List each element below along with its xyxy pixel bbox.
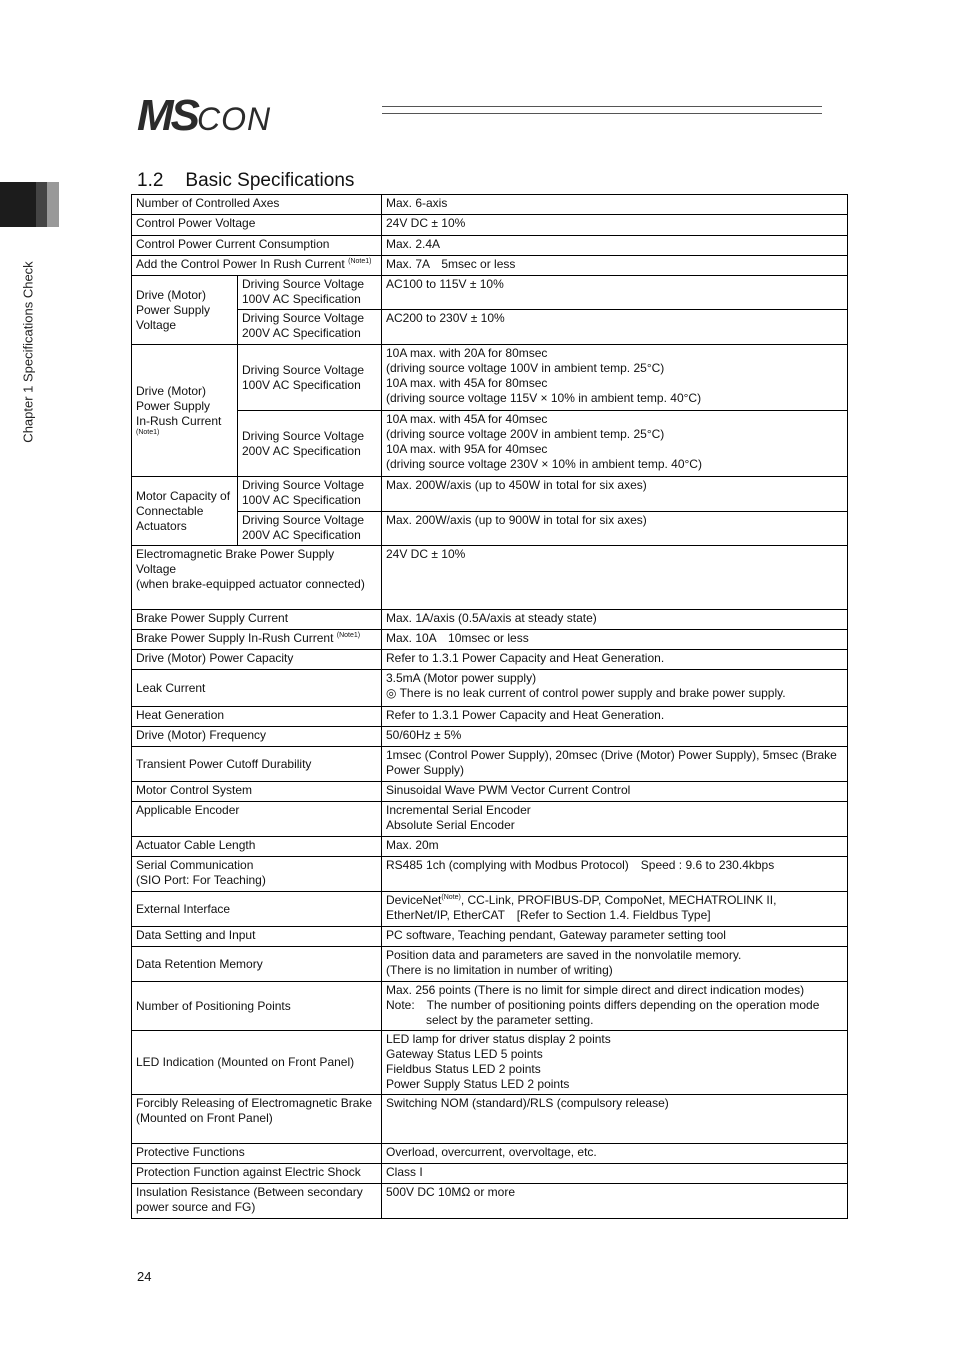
table-row [132, 1164, 848, 1184]
value-line: Note: The number of positioning points differs depending on the operation mode [386, 998, 820, 1012]
spec-label: Control Power Current Consumption [132, 236, 382, 256]
spec-group-label [132, 477, 238, 546]
value-line: Absolute Serial Encoder [386, 818, 515, 832]
table-row [132, 782, 848, 802]
table-row [132, 236, 848, 256]
spec-label: Transient Power Cutoff Durability [132, 747, 382, 782]
spec-value: 1msec (Control Power Supply), 20msec (Drive (Motor) Power Supply), 5msec (Brake Power Supply) [382, 747, 848, 782]
value-line: 3.5mA (Motor power supply) [386, 671, 537, 685]
spec-value: Max. 2.4A [382, 236, 848, 256]
table-row [132, 947, 848, 982]
value-line: 10A max. with 20A for 80msec [386, 346, 548, 360]
spec-value [382, 892, 848, 927]
spec-label [132, 1095, 382, 1144]
table-row [132, 630, 848, 650]
value-line: 10A max. with 45A for 80msec [386, 376, 548, 390]
value-line: ◎ There is no leak current of control power supply and brake power supply. [386, 686, 786, 700]
spec-label: Data Retention Memory [132, 947, 382, 982]
spec-value [382, 1031, 848, 1095]
table-row [132, 1144, 848, 1164]
chapter-label: Chapter 1 Specifications Check [20, 261, 36, 443]
table-row [132, 747, 848, 782]
label-line: (Mounted on Front Panel) [136, 1111, 273, 1125]
spec-value: 50/60Hz ± 5% [382, 727, 848, 747]
section-title-text: Basic Specifications [185, 170, 355, 191]
spec-label: Actuator Cable Length [132, 837, 382, 857]
table-row [132, 610, 848, 630]
table-row [132, 857, 848, 892]
table-row [132, 546, 848, 610]
label-line: In-Rush Current [136, 414, 222, 428]
label-line: Voltage [136, 317, 177, 332]
value-line: (driving source voltage 200V in ambient temp. 25°C) [386, 427, 665, 441]
value-text: DeviceNet [386, 893, 442, 907]
spec-value: Max. 200W/axis (up to 450W in total for six axes) [382, 477, 848, 512]
note-marker: (Note1) [348, 258, 372, 265]
logo-con: CON [197, 101, 272, 137]
spec-label: LED Indication (Mounted on Front Panel) [132, 1031, 382, 1095]
spec-value: Overload, overcurrent, overvoltage, etc. [382, 1144, 848, 1164]
spec-value: Max. 7A 5msec or less [382, 256, 848, 276]
value-line: Power Supply Status LED 2 points [386, 1077, 570, 1091]
label-line: Drive (Motor) [136, 384, 207, 398]
spec-value: Class I [382, 1164, 848, 1184]
spec-label-text: Brake Power Supply In-Rush Current [136, 631, 334, 645]
spec-label: Protective Functions [132, 1144, 382, 1164]
value-line: LED lamp for driver status display 2 points [386, 1032, 611, 1046]
spec-sublabel: Driving Source Voltage 100V AC Specification [238, 345, 382, 411]
spec-table [131, 194, 848, 1219]
table-row [132, 411, 848, 477]
table-row [132, 1095, 848, 1144]
table-row [132, 215, 848, 236]
label-line: Power Supply [136, 399, 211, 413]
label-line: (SIO Port: For Teaching) [136, 873, 266, 887]
spec-sublabel: Driving Source Voltage 200V AC Specification [238, 512, 382, 546]
table-row [132, 802, 848, 837]
table-row [132, 837, 848, 857]
table-row [132, 650, 848, 670]
value-line: (There is no limitation in number of writing) [386, 963, 613, 977]
spec-sublabel: Driving Source Voltage 200V AC Specification [238, 310, 382, 345]
value-line: (driving source voltage 230V × 10% in ambient temp. 40°C) [386, 457, 702, 471]
label-line: Drive (Motor) [136, 287, 207, 302]
value-line: Max. 256 points (There is no limit for simple direct and direct indication modes) [386, 983, 805, 997]
table-row [132, 276, 848, 310]
spec-sublabel: Driving Source Voltage 200V AC Specification [238, 411, 382, 477]
spec-value [382, 345, 848, 411]
label-line: Connectable [136, 503, 204, 518]
value-line: 10A max. with 95A for 40msec [386, 442, 548, 456]
spec-label: Drive (Motor) Power Capacity [132, 650, 382, 670]
value-line: select by the parameter setting. [426, 1013, 594, 1027]
spec-value: Max. 6-axis [382, 195, 848, 215]
logo-ms: MS [137, 91, 197, 140]
value-line: Fieldbus Status LED 2 points [386, 1062, 541, 1076]
table-row [132, 477, 848, 512]
table-row [132, 1031, 848, 1095]
spec-label: Leak Current [132, 670, 382, 707]
spec-value: AC200 to 230V ± 10% [382, 310, 848, 345]
spec-value: Max. 1A/axis (0.5A/axis at steady state) [382, 610, 848, 630]
chapter-tab-light [47, 182, 59, 227]
spec-value: 24V DC ± 10% [382, 215, 848, 236]
chapter-tab-mid [36, 182, 47, 227]
spec-label: Motor Control System [132, 782, 382, 802]
table-row [132, 727, 848, 747]
label-line: Forcibly Releasing of Electromagnetic Brake [136, 1096, 373, 1110]
spec-label: Number of Controlled Axes [132, 195, 382, 215]
spec-sublabel: Driving Source Voltage 100V AC Specification [238, 477, 382, 512]
note-marker: (Note) [441, 894, 461, 901]
table-row [132, 195, 848, 215]
label-line: Power Supply [136, 302, 211, 317]
spec-group-label [132, 345, 238, 477]
spec-label: Heat Generation [132, 707, 382, 727]
value-line: EtherNet/IP, EtherCAT [Refer to Section 1.4. Fieldbus Type] [386, 908, 711, 922]
value-line: Position data and parameters are saved in the nonvolatile memory. [386, 948, 742, 962]
label-line: Motor Capacity of [136, 488, 231, 503]
label-line: Electromagnetic Brake Power Supply Voltage [136, 547, 335, 576]
header-rule-bottom [382, 113, 822, 114]
spec-value: 24V DC ± 10% [382, 546, 848, 610]
spec-value: Max. 10A 10msec or less [382, 630, 848, 650]
chapter-tab [0, 182, 36, 227]
table-row [132, 927, 848, 947]
table-row [132, 707, 848, 727]
spec-label: Control Power Voltage [132, 215, 382, 236]
label-line: Serial Communication [136, 858, 254, 872]
spec-label [132, 256, 382, 276]
value-line: Gateway Status LED 5 points [386, 1047, 543, 1061]
table-row [132, 345, 848, 411]
value-text: , CC-Link, PROFIBUS-DP, CompoNet, MECHATROLINK II, [460, 893, 777, 907]
value-line: 10A max. with 45A for 40msec [386, 412, 548, 426]
spec-value: Sinusoidal Wave PWM Vector Current Control [382, 782, 848, 802]
spec-label [132, 630, 382, 650]
table-row [132, 670, 848, 707]
page-number: 24 [137, 1269, 152, 1284]
value-line: (driving source voltage 100V in ambient temp. 25°C) [386, 361, 665, 375]
spec-value: Max. 200W/axis (up to 900W in total for six axes) [382, 512, 848, 546]
value-line [386, 893, 843, 908]
spec-value [382, 947, 848, 982]
section-number: 1.2 [137, 170, 164, 191]
table-row [132, 256, 848, 276]
spec-label: Protection Function against Electric Shock [132, 1164, 382, 1184]
spec-value: Switching NOM (standard)/RLS (compulsory release) [382, 1095, 848, 1144]
table-row [132, 982, 848, 1031]
spec-label: Drive (Motor) Frequency [132, 727, 382, 747]
spec-value: PC software, Teaching pendant, Gateway parameter setting tool [382, 927, 848, 947]
spec-label: Data Setting and Input [132, 927, 382, 947]
table-row [132, 310, 848, 345]
spec-sublabel: Driving Source Voltage 100V AC Specification [238, 276, 382, 310]
spec-value [382, 411, 848, 477]
section-title [137, 170, 354, 192]
label-line: Actuators [136, 518, 187, 533]
note-marker: (Note1) [136, 429, 160, 436]
spec-value: Max. 20m [382, 837, 848, 857]
spec-label: External Interface [132, 892, 382, 927]
table-row [132, 892, 848, 927]
spec-label: Brake Power Supply Current [132, 610, 382, 630]
spec-value: AC100 to 115V ± 10% [382, 276, 848, 310]
table-row [132, 512, 848, 546]
spec-group-label [132, 276, 238, 345]
spec-value [382, 670, 848, 707]
spec-label: Insulation Resistance (Between secondary power source and FG) [132, 1184, 382, 1219]
spec-value: Refer to 1.3.1 Power Capacity and Heat Generation. [382, 707, 848, 727]
header-rule-top [382, 106, 822, 107]
spec-label-text: Add the Control Power In Rush Current [136, 257, 345, 271]
spec-value: RS485 1ch (complying with Modbus Protocol) Speed : 9.6 to 230.4kbps [382, 857, 848, 892]
spec-value: Refer to 1.3.1 Power Capacity and Heat Generation. [382, 650, 848, 670]
spec-label [132, 857, 382, 892]
spec-label: Number of Positioning Points [132, 982, 382, 1031]
label-line: (when brake-equipped actuator connected) [136, 577, 365, 591]
value-line: Incremental Serial Encoder [386, 803, 531, 817]
spec-label [132, 546, 382, 610]
value-line: (driving source voltage 115V × 10% in ambient temp. 40°C) [386, 391, 702, 405]
mscon-logo [137, 91, 272, 140]
spec-value [382, 802, 848, 837]
spec-value: 500V DC 10MΩ or more [382, 1184, 848, 1219]
note-marker: (Note1) [336, 632, 361, 639]
spec-value [382, 982, 848, 1031]
table-row [132, 1184, 848, 1219]
spec-label: Applicable Encoder [132, 802, 382, 837]
